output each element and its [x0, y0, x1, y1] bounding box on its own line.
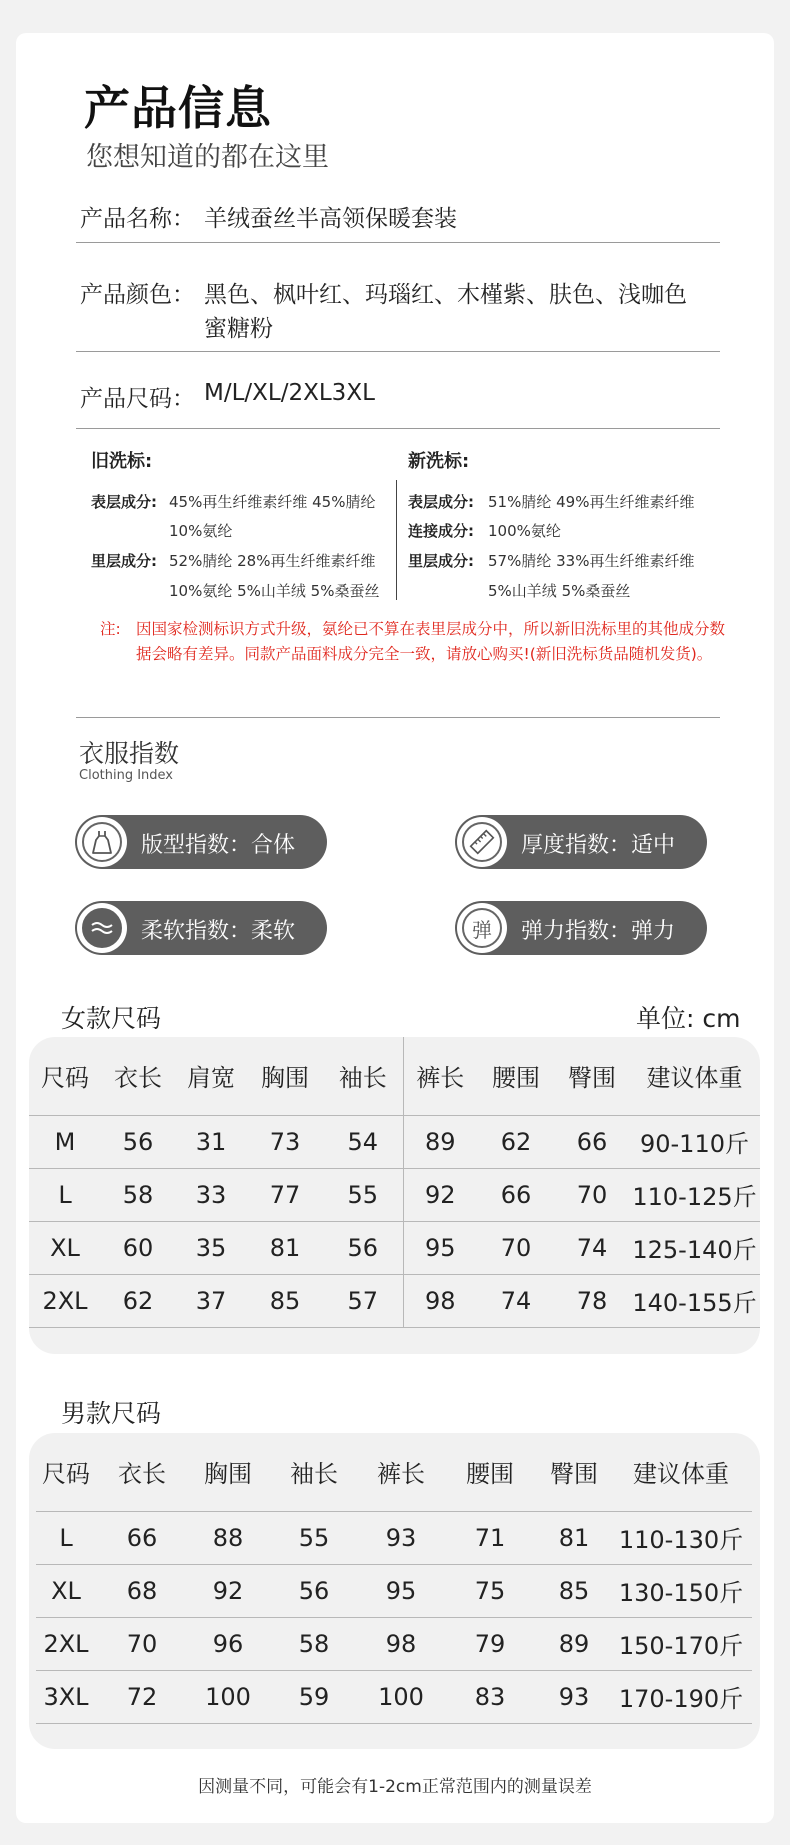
women-size-title: 女款尺码	[61, 1004, 162, 1033]
table-cell: 55	[268, 1511, 360, 1564]
softness-index-label: 柔软指数：柔软	[141, 919, 296, 944]
product-size-label: 产品尺码：	[80, 386, 195, 412]
table-cell: 110-130斤	[610, 1511, 752, 1564]
table-cell: 66	[555, 1115, 629, 1168]
col-header: 胸围	[188, 1433, 268, 1511]
dress-icon	[77, 817, 127, 867]
table-cell: 125-140斤	[629, 1221, 760, 1274]
table-cell: 73	[247, 1115, 323, 1168]
table-cell: 74	[477, 1274, 555, 1327]
table-cell: 85	[538, 1564, 610, 1617]
table-row	[36, 1670, 752, 1723]
table-cell: 71	[442, 1511, 538, 1564]
table-cell: 68	[96, 1564, 188, 1617]
size-unit: 单位: cm	[636, 1004, 741, 1033]
table-cell: 59	[268, 1670, 360, 1723]
new-inner-line2: 5%山羊绒 5%桑蚕丝	[488, 582, 631, 600]
old-inner-line2: 10%氨纶 5%山羊绒 5%桑蚕丝	[169, 582, 380, 600]
table-cell: 140-155斤	[629, 1274, 760, 1327]
fit-index-label: 版型指数：合体	[141, 833, 296, 858]
table-cell: 81	[538, 1511, 610, 1564]
new-connect-line1: 100%氨纶	[488, 522, 561, 540]
table-cell: 2XL	[36, 1617, 96, 1670]
table-cell: 72	[96, 1670, 188, 1723]
table-cell: 95	[360, 1564, 442, 1617]
table-cell: 92	[188, 1564, 268, 1617]
measurement-note: 因测量不同，可能会有1-2cm正常范围内的测量误差	[198, 1777, 592, 1797]
col-header: 肩宽	[175, 1037, 247, 1115]
table-cell: 70	[477, 1221, 555, 1274]
divider	[76, 351, 720, 352]
table-cell: 90-110斤	[629, 1115, 760, 1168]
elasticity-index-label: 弹力指数：弹力	[521, 919, 676, 944]
table-cell: 98	[403, 1274, 477, 1327]
table-cell: M	[29, 1115, 101, 1168]
product-name-label: 产品名称：	[80, 206, 195, 232]
col-header: 腰围	[442, 1433, 538, 1511]
table-cell: 55	[323, 1168, 403, 1221]
divider	[76, 717, 720, 718]
table-cell: 58	[268, 1617, 360, 1670]
table-cell: 170-190斤	[610, 1670, 752, 1723]
col-header: 腰围	[477, 1037, 555, 1115]
table-cell: 95	[403, 1221, 477, 1274]
table-cell: 57	[323, 1274, 403, 1327]
table-cell: 81	[247, 1221, 323, 1274]
table-cell: L	[36, 1511, 96, 1564]
product-color-value-line1: 黑色、枫叶红、玛瑙红、木槿紫、肤色、浅咖色	[204, 282, 687, 308]
fit-index-pill	[75, 815, 327, 869]
table-cell: 62	[101, 1274, 175, 1327]
old-inner-line1: 52%腈纶 28%再生纤维素纤维	[169, 552, 376, 570]
table-cell: 92	[403, 1168, 477, 1221]
table-cell: 33	[175, 1168, 247, 1221]
waves-icon	[77, 903, 127, 953]
product-size-value: M/L/XL/2XL3XL	[204, 380, 375, 406]
old-label-title: 旧洗标:	[91, 451, 153, 472]
old-outer-line2: 10%氨纶	[169, 522, 233, 540]
table-cell: 150-170斤	[610, 1617, 752, 1670]
table-cell: 56	[323, 1221, 403, 1274]
table-cell: 96	[188, 1617, 268, 1670]
col-header: 胸围	[247, 1037, 323, 1115]
clothing-index-title: 衣服指数	[79, 739, 180, 768]
table-cell: 58	[101, 1168, 175, 1221]
softness-index-pill	[75, 901, 327, 955]
table-row	[29, 1221, 760, 1274]
col-header: 袖长	[268, 1433, 360, 1511]
care-divider	[396, 480, 397, 600]
page-subtitle: 您想知道的都在这里	[86, 142, 329, 173]
col-header: 尺码	[36, 1433, 96, 1511]
table-cell: 3XL	[36, 1670, 96, 1723]
col-header: 建议体重	[629, 1037, 760, 1115]
table-row	[29, 1274, 760, 1327]
table-cell: 100	[360, 1670, 442, 1723]
product-color-value-line2: 蜜糖粉	[204, 316, 273, 342]
table-cell: 93	[360, 1511, 442, 1564]
ruler-icon	[457, 817, 507, 867]
table-cell: 89	[403, 1115, 477, 1168]
col-header: 尺码	[29, 1037, 101, 1115]
table-cell: 78	[555, 1274, 629, 1327]
table-row	[36, 1564, 752, 1617]
page-title: 产品信息	[84, 81, 272, 135]
new-inner-label: 里层成分:	[408, 552, 474, 570]
table-row	[36, 1617, 752, 1670]
table-cell: 37	[175, 1274, 247, 1327]
men-size-title: 男款尺码	[61, 1399, 162, 1428]
old-outer-label: 表层成分:	[91, 493, 157, 511]
new-outer-line1: 51%腈纶 49%再生纤维素纤维	[488, 493, 695, 511]
col-header: 臀围	[538, 1433, 610, 1511]
table-cell: 66	[96, 1511, 188, 1564]
table-cell: 60	[101, 1221, 175, 1274]
divider	[76, 428, 720, 429]
table-cell: XL	[29, 1221, 101, 1274]
table-cell: 110-125斤	[629, 1168, 760, 1221]
table-cell: 88	[188, 1511, 268, 1564]
product-color-label: 产品颜色：	[80, 282, 195, 308]
table-cell: 70	[555, 1168, 629, 1221]
elastic-icon: 弹	[457, 903, 507, 953]
new-label-title: 新洗标:	[408, 451, 470, 472]
table-cell: 56	[268, 1564, 360, 1617]
table-cell: L	[29, 1168, 101, 1221]
table-cell: 98	[360, 1617, 442, 1670]
note-label: 注:	[100, 620, 121, 638]
table-cell: 35	[175, 1221, 247, 1274]
new-connect-label: 连接成分:	[408, 522, 474, 540]
table-cell: 79	[442, 1617, 538, 1670]
col-header: 衣长	[101, 1037, 175, 1115]
note-text: 因国家检测标识方式升级，氨纶已不算在表里层成分中，所以新旧洗标里的其他成分数据会略有差异。同款产品面料成分完全一致，请放心购买!(新旧洗标货品随机发货)。	[136, 620, 726, 663]
col-header: 臀围	[555, 1037, 629, 1115]
table-cell: 85	[247, 1274, 323, 1327]
care-note	[100, 617, 730, 667]
clothing-index-subtitle: Clothing Index	[79, 768, 174, 783]
women-size-table	[29, 1037, 760, 1328]
table-cell: 77	[247, 1168, 323, 1221]
new-inner-line1: 57%腈纶 33%再生纤维素纤维	[488, 552, 695, 570]
table-cell: 93	[538, 1670, 610, 1723]
table-cell: 66	[477, 1168, 555, 1221]
col-header: 袖长	[323, 1037, 403, 1115]
table-cell: 2XL	[29, 1274, 101, 1327]
table-cell: 75	[442, 1564, 538, 1617]
thickness-index-pill	[455, 815, 707, 869]
thickness-index-label: 厚度指数：适中	[521, 833, 676, 858]
table-row	[29, 1115, 760, 1168]
table-cell: 70	[96, 1617, 188, 1670]
old-outer-line1: 45%再生纤维素纤维 45%腈纶	[169, 493, 376, 511]
table-cell: 100	[188, 1670, 268, 1723]
table-cell: 83	[442, 1670, 538, 1723]
table-cell: 56	[101, 1115, 175, 1168]
table-row	[36, 1511, 752, 1564]
divider	[76, 242, 720, 243]
new-outer-label: 表层成分:	[408, 493, 474, 511]
col-header: 裤长	[403, 1037, 477, 1115]
col-header: 建议体重	[610, 1433, 752, 1511]
col-header: 衣长	[96, 1433, 188, 1511]
table-cell: 31	[175, 1115, 247, 1168]
table-cell: 62	[477, 1115, 555, 1168]
table-cell: 74	[555, 1221, 629, 1274]
product-name-value: 羊绒蚕丝半高领保暖套装	[204, 206, 457, 232]
old-inner-label: 里层成分:	[91, 552, 157, 570]
table-cell: 130-150斤	[610, 1564, 752, 1617]
table-cell: 54	[323, 1115, 403, 1168]
table-cell: XL	[36, 1564, 96, 1617]
elasticity-index-pill	[455, 901, 707, 955]
table-row	[29, 1168, 760, 1221]
col-header: 裤长	[360, 1433, 442, 1511]
men-size-table	[36, 1433, 752, 1724]
table-cell: 89	[538, 1617, 610, 1670]
